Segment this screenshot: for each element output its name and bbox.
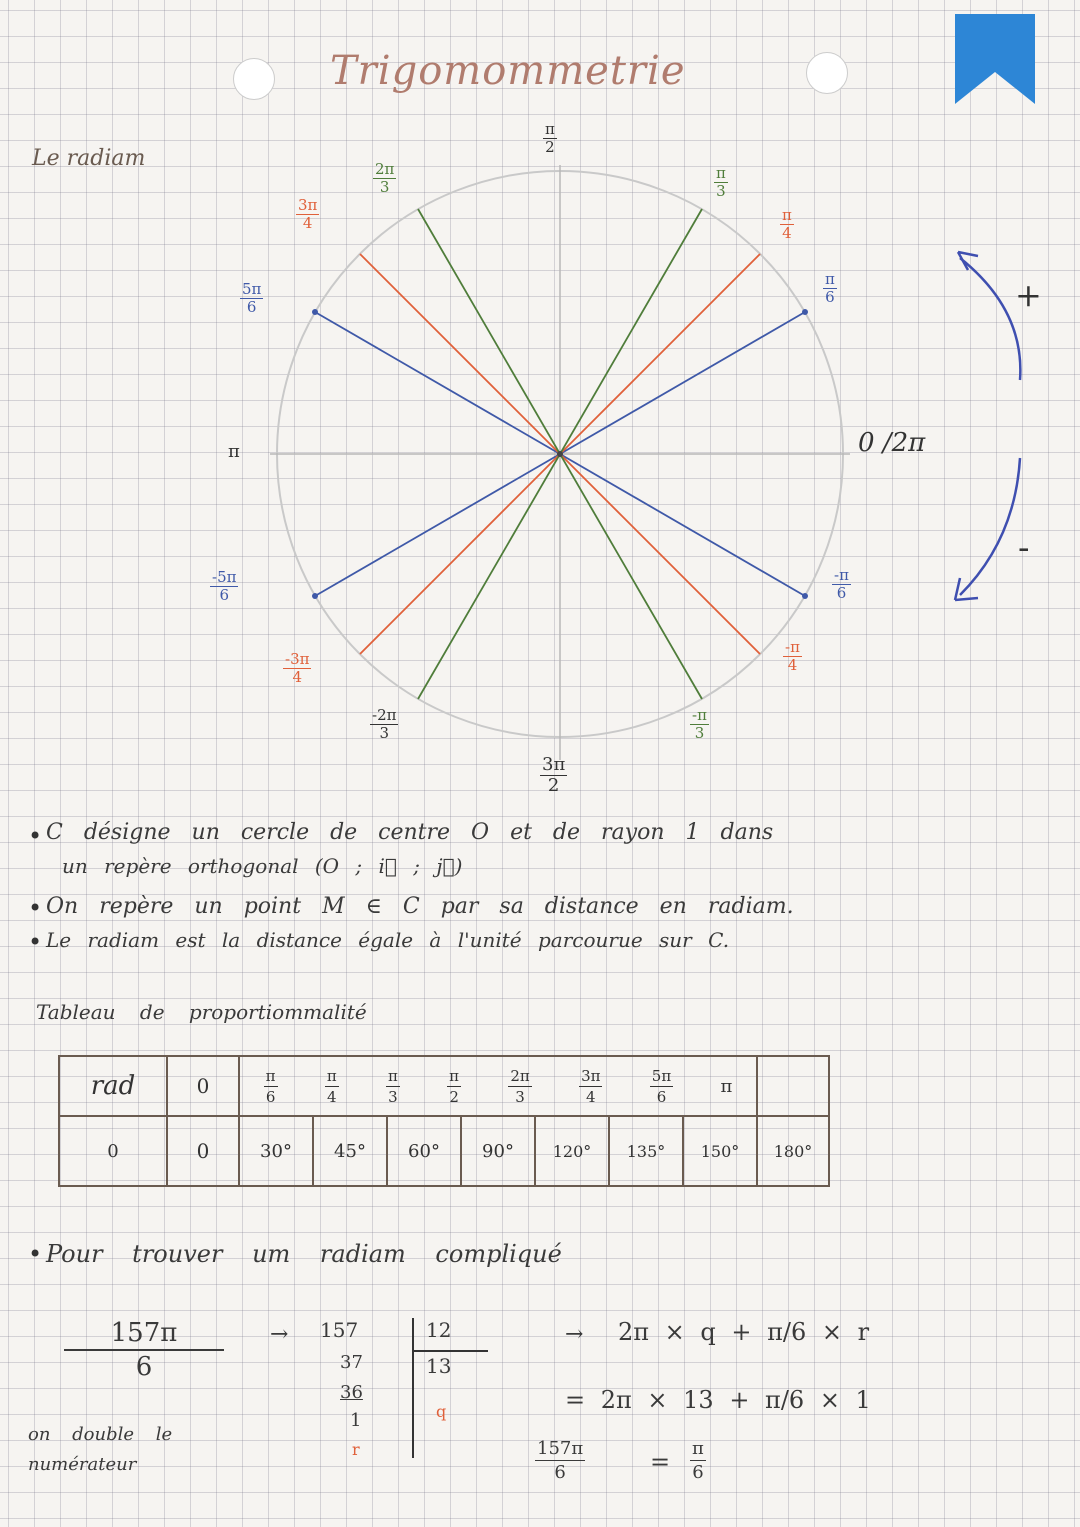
note-line-1b: un repère orthogonal (O ; i⃗ ; j⃗)	[62, 854, 463, 878]
table-cell-deg: 45°	[313, 1116, 387, 1186]
table-frac-pi-4: $\frac{\pi}{4}$	[326, 1066, 337, 1106]
angle-zero: 0 /2π	[858, 428, 926, 458]
table-frac-3pi-4: $\frac{3\pi}{4}$	[581, 1066, 601, 1106]
proportionality-table	[58, 1055, 830, 1187]
section-label: Le radiam	[32, 146, 146, 171]
table-frac-pi-6: $\frac{\pi}{6}$	[265, 1066, 276, 1106]
table-cell-rad-empty	[757, 1056, 829, 1116]
method-arrow-1: →	[270, 1322, 289, 1347]
method-fraction: $\frac{157\pi}{6}$	[64, 1318, 224, 1382]
angle-m3pi-4: $\frac{-3\pi}{4}$	[285, 650, 310, 686]
angle-pi: π	[228, 441, 240, 462]
table-cell-deg: 135°	[609, 1116, 683, 1186]
table-cell-label-deg: 0	[59, 1116, 167, 1186]
table-frac-pi-3: $\frac{\pi}{3}$	[388, 1066, 398, 1106]
result-lhs: $\frac{157\pi}{6}$	[537, 1438, 584, 1483]
note-line-1: C désigne un cercle de centre O et de rayon 1 dans	[46, 820, 774, 845]
method-note-2: numérateur	[28, 1454, 137, 1475]
note-line-3: Le radiam est la distance égale à l'unité parcourue sur C.	[46, 928, 730, 952]
angle-mpi-6: $\frac{-\pi}{6}$	[834, 566, 849, 602]
table-text-pi: π	[720, 1075, 733, 1097]
angle-pi-2: $\frac{\pi}{2}$	[545, 120, 555, 156]
table-cell-deg: 180°	[757, 1116, 829, 1186]
table-cell-deg: 60°	[387, 1116, 461, 1186]
division-underline	[414, 1350, 488, 1352]
table-cell-label-rad: rad	[59, 1056, 167, 1116]
method-arrow-2: →	[565, 1322, 584, 1347]
angle-m2pi-3: $\frac{-2\pi}{3}$	[372, 706, 397, 742]
division-q-label: q	[436, 1402, 447, 1421]
table-cell-rad: 0	[167, 1056, 239, 1116]
method-formula-2: = 2π × 13 + π/6 × 1	[565, 1386, 871, 1414]
table-cell-deg: 150°	[683, 1116, 757, 1186]
angle-3pi-4: $\frac{3\pi}{4}$	[298, 196, 318, 232]
result-rhs: $\frac{\pi}{6}$	[692, 1438, 704, 1483]
division-r-label: r	[352, 1440, 360, 1459]
table-row-rad	[59, 1056, 829, 1116]
table-cell-deg: 120°	[535, 1116, 609, 1186]
angle-2pi-3: $\frac{2\pi}{3}$	[375, 160, 395, 196]
angle-pi-4: $\frac{\pi}{4}$	[782, 206, 792, 242]
result-equals: =	[650, 1448, 671, 1476]
table-row-deg	[59, 1116, 829, 1186]
method-formula-1: 2π × q + π/6 × r	[618, 1318, 870, 1346]
division-step-1: 37	[340, 1352, 363, 1373]
division-divisor: 12	[426, 1318, 452, 1342]
division-quotient: 13	[426, 1354, 452, 1378]
division-step-2: 36	[340, 1382, 363, 1403]
angle-m5pi-6: $\frac{-5\pi}{6}$	[212, 568, 237, 604]
negative-direction-label: -	[1018, 528, 1030, 568]
page-title: Trigomommetrie	[330, 48, 686, 94]
angle-pi-3: $\frac{\pi}{3}$	[716, 164, 726, 200]
table-cell-deg: 30°	[239, 1116, 313, 1186]
division-remainder: 1	[350, 1410, 362, 1431]
table-cell-deg: 0	[167, 1116, 239, 1186]
angle-mpi-4: $\frac{-\pi}{4}$	[785, 638, 800, 674]
table-frac-5pi-6: $\frac{5\pi}{6}$	[651, 1066, 672, 1106]
angle-5pi-6: $\frac{5\pi}{6}$	[242, 280, 262, 316]
angle-3pi-2: $\frac{3\pi}{2}$	[542, 754, 566, 796]
note-line-2: On repère un point M ∈ C par sa distance en radiam.	[46, 894, 794, 919]
angle-mpi-3: $\frac{-\pi}{3}$	[692, 706, 707, 742]
table-cell-deg: 90°	[461, 1116, 535, 1186]
table-cell-rad-fractions	[239, 1056, 757, 1116]
division-bar	[412, 1318, 414, 1458]
table-frac-pi-2: $\frac{\pi}{2}$	[449, 1066, 460, 1106]
division-dividend: 157	[320, 1318, 359, 1342]
method-note-1: on double le	[28, 1424, 173, 1445]
positive-direction-label: +	[1015, 276, 1042, 314]
table-frac-2pi-3: $\frac{2\pi}{3}$	[510, 1066, 530, 1106]
angle-pi-6: $\frac{\pi}{6}$	[825, 270, 835, 306]
method-heading: Pour trouver um radiam compliqué	[46, 1240, 562, 1268]
table-heading: Tableau de proportiommalité	[36, 1000, 367, 1024]
